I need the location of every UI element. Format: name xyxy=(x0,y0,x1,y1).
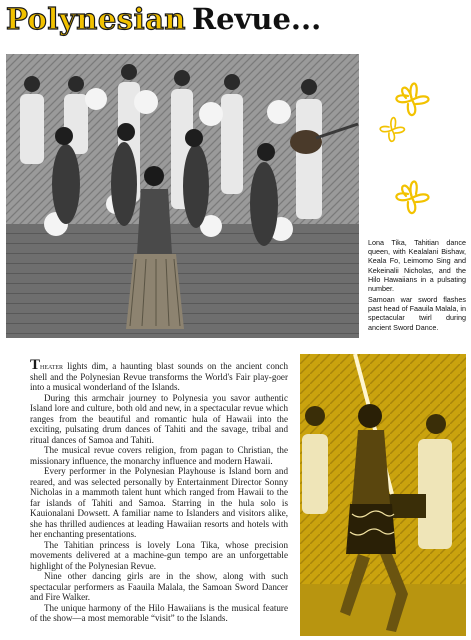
paragraph-text: lights dim, a haunting blast sounds on the ancient conch shell and the Polynesian Revue transforms the World's Fair play-goer into a musical wonderland of the Islands. xyxy=(30,361,288,392)
sword-dancer-photo xyxy=(300,354,466,636)
article-paragraph: The unique harmony of the Hilo Hawaiians is the musical feature of the show—a most memorable “visit” to the Islands. xyxy=(30,602,288,623)
article-paragraph: The musical revue covers religion, from pagan to Christian, the missionary influence, the monarchy influence and modern Hawaii. xyxy=(30,445,288,466)
article-paragraph: Every performer in the Polynesian Playhouse is Island born and reared, and was selected personally by Entertainment Director Sonny Nicholas in a mammoth talent hunt which ranged from Hawaii to the far islands of Tahiti and Samoa. Starring in the hula solo is Kauionalani Dowsett. A familiar name to Islanders and visitors alike, she has thrilled audiences at leading Hawaiian resorts and hotels with her enchanting presentations. xyxy=(30,466,288,539)
hibiscus-flower-icon xyxy=(370,70,470,230)
title-part-polynesian: Polynesian xyxy=(6,2,186,36)
drop-cap: T xyxy=(30,357,41,373)
article-paragraph: During this armchair journey to Polynesia you savor authentic Island lore and culture, both old and new, in a spectacular revue which ranges from the beautiful and romantic hula of Hawaii into the exciting, pulsating drum dances of Tahiti and the savage, tribal and ritual dances of Samoa and Tahiti. xyxy=(30,392,288,445)
article-body xyxy=(30,357,288,624)
dance-troupe-photo xyxy=(6,54,359,338)
article-paragraph: The Tahitian princess is lovely Lona Tika, whose precision movements delivered at a machine-gun tempo are an unforgettable highlight of the Polynesian Revue. xyxy=(30,539,288,571)
article-paragraph xyxy=(30,357,288,393)
page-title xyxy=(6,2,466,38)
article-paragraph: Nine other dancing girls are in the show, along with such spectacular performers as Faauila Malala, the Samoan Sword Dancer and Fire Walker. xyxy=(30,571,288,602)
photo-caption-sword-dance: Samoan war sword flashes past head of Faauila Malala, in spectacular twirl during ancient Sword Dance. xyxy=(368,295,466,332)
title-part-revue: Revue... xyxy=(192,2,322,36)
photo-caption-troupe: Lona Tika, Tahitian dance queen, with Kealalani Bishaw, Keala Fo, Leimomo Sing and Kekeinalii Nicholas, and the Hilo Hawaiians in a pulsating number. xyxy=(368,238,466,294)
lead-word: heater xyxy=(40,361,64,371)
